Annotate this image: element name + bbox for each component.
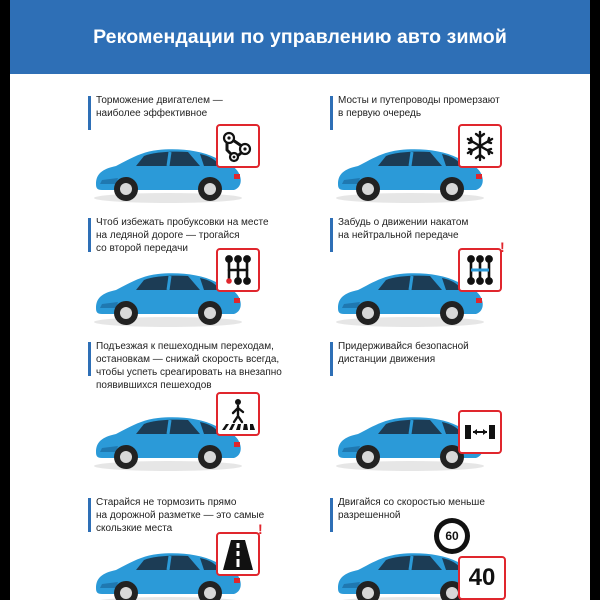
snowflake-icon: [458, 124, 502, 168]
tip-text: Придерживайся безопасной дистанции движения: [338, 340, 548, 366]
tip-text: Старайся не тормозить прямо на дорожной разметке — это самые скользкие места: [96, 496, 306, 535]
warning-mark-icon: !: [258, 521, 263, 537]
speed-limit-sign: [434, 518, 470, 554]
tip-road-marking: [88, 496, 338, 600]
tip-speed-below-limit: [330, 496, 580, 600]
gearshift-second-icon: [216, 248, 260, 292]
page-title: Рекомендации по управлению авто зимой: [10, 0, 590, 74]
tip-text: Двигайся со скоростью меньше разрешенной: [338, 496, 548, 522]
tip-text: Подъезжая к пешеходным переходам, остановкам — снижай скорость всегда, чтобы успеть среагировать на внезапно появившихся пешеходов: [96, 340, 316, 392]
warning-mark-icon: !: [500, 239, 505, 255]
road-marking-icon: [216, 532, 260, 576]
tip-text: Мосты и путепроводы промерзают в первую очередь: [338, 94, 548, 120]
distance-icon: [458, 410, 502, 454]
belt-drive-icon: [216, 124, 260, 168]
tip-safe-distance: [330, 340, 580, 485]
tip-text: Забудь о движении накатом на нейтральной передаче: [338, 216, 548, 242]
tip-text: Чтоб избежать пробуксовки на месте на ледяной дороге — трогайся со второй передачи: [96, 216, 306, 255]
gearshift-neutral-icon: [458, 248, 502, 292]
current-speed-sign: 40: [458, 556, 506, 600]
pedestrian-crossing-icon: [216, 392, 260, 436]
infographic: [10, 0, 590, 600]
speed-limit-value: 60: [439, 523, 465, 549]
tip-pedestrian-crossing: [88, 340, 338, 485]
tip-text: Торможение двигателем — наиболее эффективное: [96, 94, 306, 120]
